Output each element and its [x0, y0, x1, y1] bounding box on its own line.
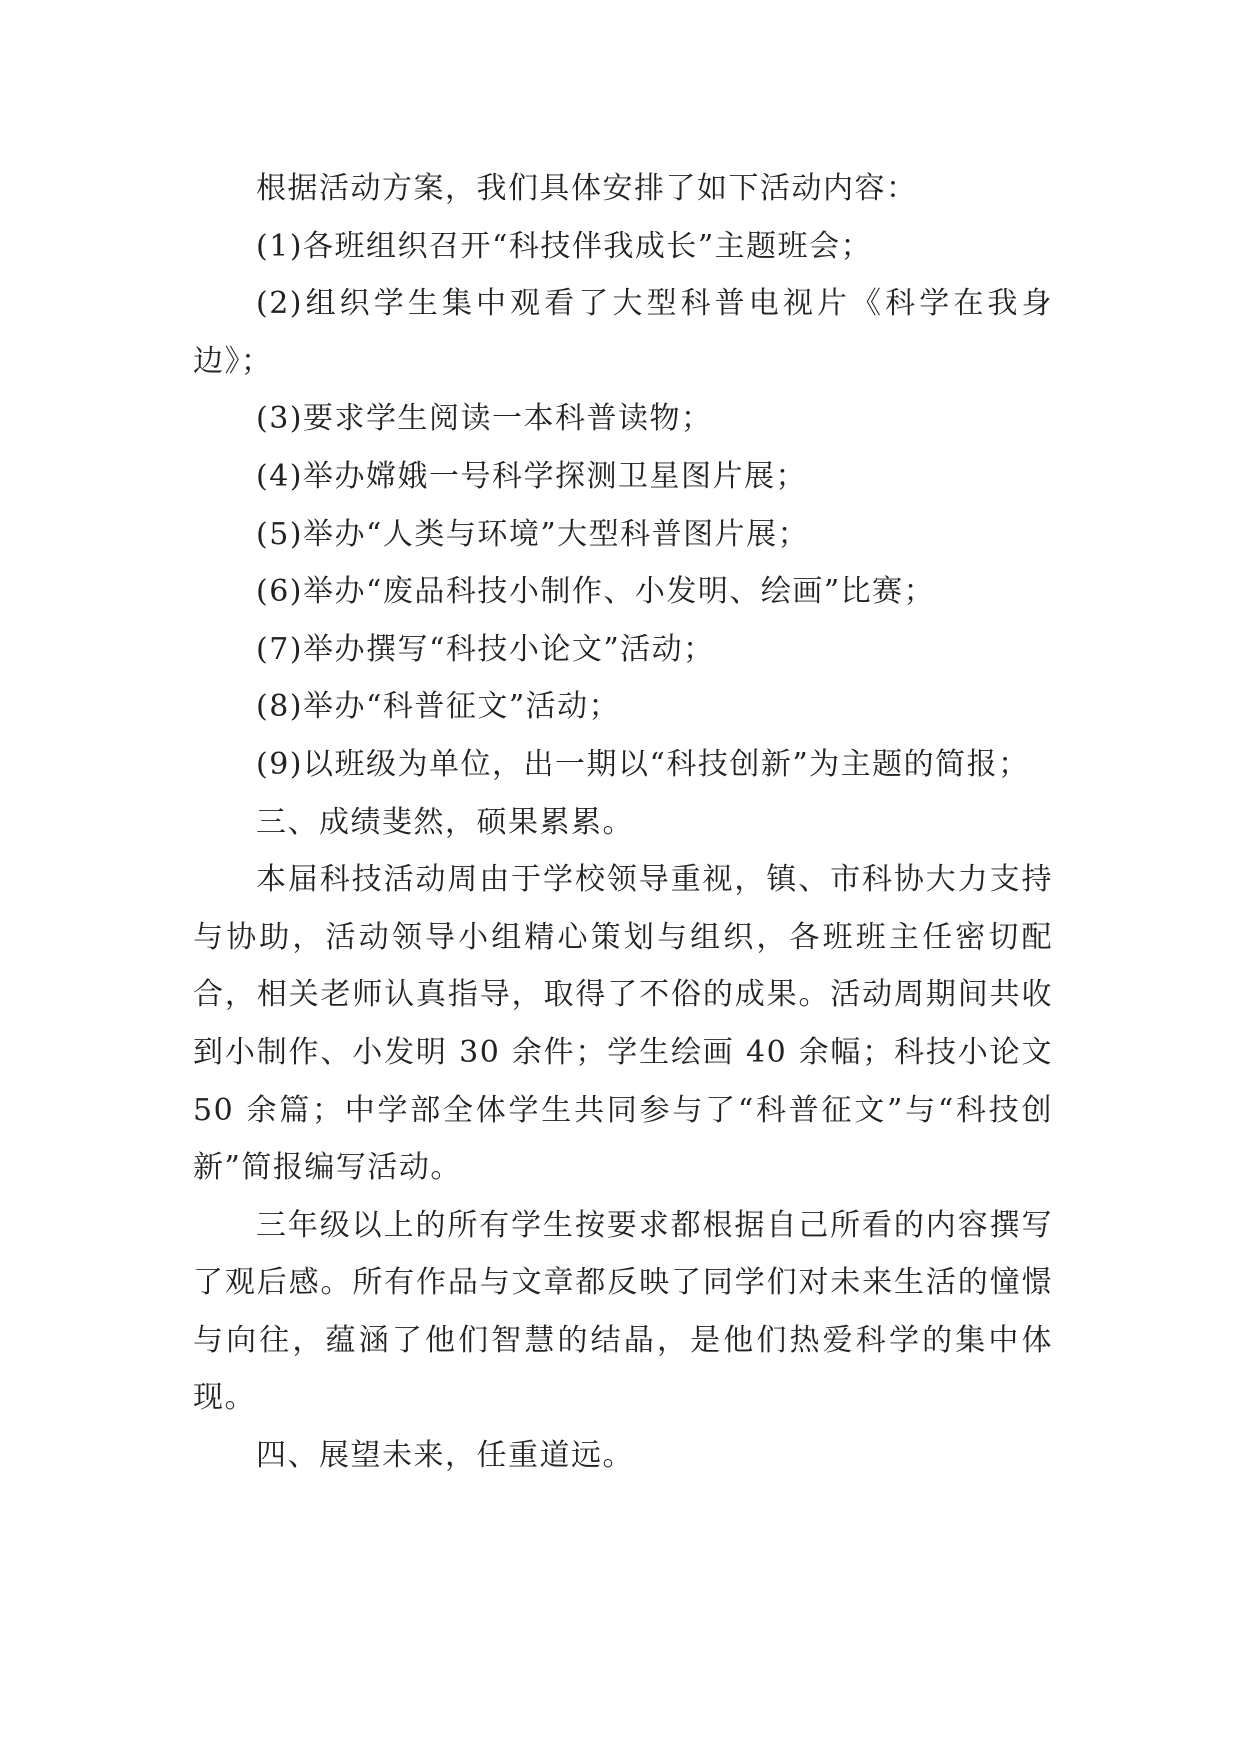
section-heading-4: 四、展望未来，任重道远。: [256, 1438, 634, 1474]
list-item-4: (4)举办嫦娥一号科学探测卫星图片展；: [256, 458, 807, 494]
paragraph-results: 本届科技活动周由于学校领导重视，镇、市科协大力支持与协助，活动领导小组精心策划与组织，各班班主任密切配合，相关老师认真指导，取得了不俗的成果。活动周期间共收到小制作、小发明 30 余件；学生绘画 40 余幅；科技小论文 50 余篇；中学部全体学生共同参与了“科普征文”与“科技创新”简报编写活动。: [193, 862, 1053, 1186]
list-item-2: (2)组织学生集中观看了大型科普电视片《科学在我身边》；: [193, 286, 1053, 379]
list-item-6: (6)举办“废品科技小制作、小发明、绘画”比赛；: [256, 574, 936, 610]
paragraph-intro: 根据活动方案，我们具体安排了如下活动内容：: [256, 171, 918, 206]
list-item-9: (9)以班级为单位，出一期以“科技创新”为主题的简报；: [256, 746, 1030, 782]
list-item-5: (5)举办“人类与环境”大型科普图片展；: [256, 516, 810, 552]
list-item-8: (8)举办“科普征文”活动；: [256, 689, 621, 725]
list-item-7: (7)举办撰写“科技小论文”活动；: [256, 631, 715, 667]
list-item-1: (1)各班组织召开“科技伴我成长”主题班会；: [256, 228, 873, 264]
document-body: [193, 160, 1053, 1485]
list-item-3: (3)要求学生阅读一本科普读物；: [256, 401, 713, 437]
paragraph-reflections: 三年级以上的所有学生按要求都根据自己所看的内容撰写了观后感。所有作品与文章都反映了同学们对未来生活的憧憬与向往，蕴涵了他们智慧的结晶，是他们热爱科学的集中体现。: [193, 1207, 1053, 1416]
section-heading-3: 三、成绩斐然，硕果累累。: [256, 804, 634, 840]
